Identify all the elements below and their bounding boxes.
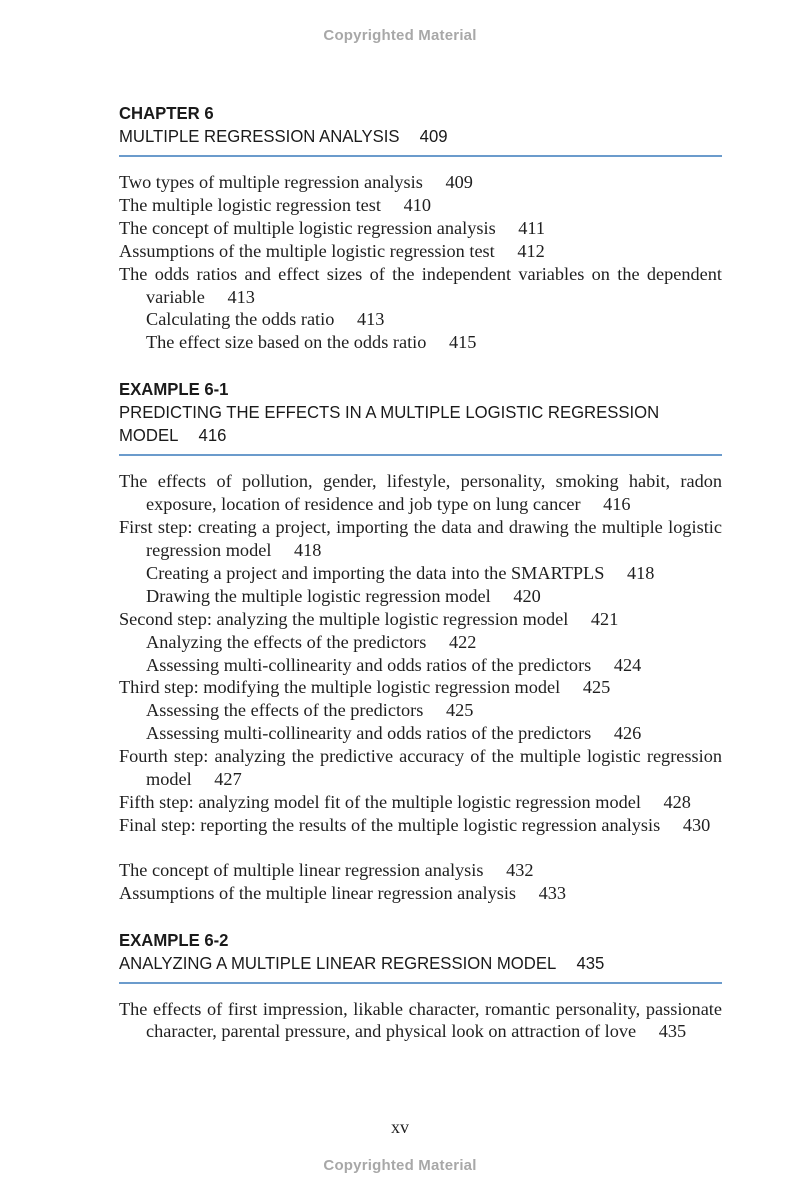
toc-entry-text: The effects of pollution, gender, lifestyle, personality, smoking habit, radon exposure, location of residence and job type on lung cancer: [119, 471, 722, 515]
example-6-2-page: 435: [576, 952, 605, 973]
toc-content: [119, 102, 722, 1043]
toc-entry-text: Creating a project and importing the data into the SMARTPLS: [146, 562, 605, 583]
chapter-label: CHAPTER 6: [119, 103, 214, 123]
toc-subentry: [119, 585, 722, 608]
toc-entry-text: The multiple logistic regression test: [119, 194, 381, 215]
toc-entry: [119, 745, 722, 791]
toc-entry-page: 426: [613, 723, 642, 744]
example-6-1-page: 416: [198, 425, 227, 446]
toc-entry-page: 433: [538, 882, 567, 903]
toc-subentry: [119, 699, 722, 722]
toc-entry-page: 432: [506, 859, 534, 880]
toc-entry: [119, 676, 722, 699]
toc-entry-page: 416: [603, 494, 631, 515]
toc-entry-text: Assumptions of the multiple linear regression analysis: [119, 882, 517, 903]
toc-entry-page: 430: [682, 814, 711, 835]
toc-entry-text: Assessing multi-collinearity and odds ratios of the predictors: [146, 723, 592, 744]
toc-entry-text: The effect size based on the odds ratio: [146, 332, 427, 353]
toc-subentry: [119, 631, 722, 654]
toc-entry: [119, 859, 722, 882]
toc-entry-text: The odds ratios and effect sizes of the independent variables on the dependent variable: [119, 263, 722, 307]
toc-entry-text: First step: creating a project, importing the data and drawing the multiple logistic regression model: [119, 517, 722, 560]
toc-entry: [119, 171, 722, 194]
toc-entry-page: 421: [590, 608, 619, 629]
toc-entry-page: 424: [613, 654, 642, 675]
chapter-page: 409: [419, 126, 448, 146]
toc-entry-text: Final step: reporting the results of the multiple logistic regression analysis: [119, 814, 661, 835]
toc-entry-page: 420: [513, 585, 541, 606]
toc-subentry: [119, 308, 722, 331]
example-6-2-entries: [119, 998, 722, 1044]
toc-entry-page: 413: [356, 309, 385, 330]
toc-entry-page: 412: [517, 240, 545, 261]
chapter-title-text: MULTIPLE REGRESSION ANALYSIS: [119, 126, 400, 146]
toc-entry: [119, 998, 722, 1044]
example-6-2-title: [119, 952, 698, 975]
toc-entry-page: 418: [293, 539, 322, 560]
chapter-entries: [119, 171, 722, 354]
toc-subentry: [119, 722, 722, 745]
toc-entry-page: 425: [582, 677, 611, 698]
example-6-2-rule: [119, 982, 722, 984]
toc-entry: [119, 263, 722, 309]
toc-entry-text: The effects of first impression, likable character, romantic personality, passionate character, parental pressure, and physical look on attraction of love: [119, 998, 722, 1042]
toc-entry: [119, 217, 722, 240]
toc-entry-page: 427: [214, 769, 242, 790]
toc-entry: [119, 791, 722, 814]
toc-entry-text: Calculating the odds ratio: [146, 309, 335, 330]
example-6-1-title-line2: [119, 424, 698, 447]
example-6-1-heading: [119, 378, 722, 447]
toc-entry-page: 415: [448, 332, 477, 353]
toc-entry-page: 428: [663, 791, 691, 812]
watermark-top: Copyrighted Material: [323, 27, 477, 44]
toc-entry-text: Drawing the multiple logistic regression model: [146, 585, 491, 606]
example-6-2-label: EXAMPLE 6-2: [119, 929, 229, 950]
toc-entry-page: 411: [518, 217, 546, 238]
linear-regression-entries: [119, 859, 722, 905]
toc-entry-page: 435: [658, 1021, 687, 1042]
example-6-1-entries: [119, 470, 722, 837]
toc-entry-page: 413: [227, 286, 255, 307]
toc-entry-page: 418: [626, 562, 655, 583]
toc-subentry: [119, 331, 722, 354]
chapter-rule: [119, 155, 722, 157]
toc-entry: [119, 516, 722, 562]
example-6-2-heading: [119, 929, 722, 975]
example-6-1-label: EXAMPLE 6-1: [119, 379, 229, 400]
toc-entry: [119, 608, 722, 631]
toc-entry-page: 425: [445, 700, 474, 721]
example-6-1-title-line1: PREDICTING THE EFFECTS IN A MULTIPLE LOGISTIC REGRESSION: [119, 402, 660, 423]
toc-entry: [119, 814, 722, 837]
toc-entry: [119, 882, 722, 905]
toc-entry: [119, 240, 722, 263]
watermark-bottom: Copyrighted Material: [323, 1157, 477, 1174]
toc-entry-text: The concept of multiple logistic regression analysis: [119, 217, 496, 238]
toc-entry-text: Fourth step: analyzing the predictive accuracy of the multiple logistic regression model: [119, 746, 722, 790]
page-number: xv: [391, 1117, 409, 1137]
toc-entry-text: Assessing the effects of the predictors: [146, 700, 424, 721]
toc-entry-text: Third step: modifying the multiple logistic regression model: [119, 677, 561, 698]
toc-entry-page: 422: [448, 631, 477, 652]
toc-entry-text: Fifth step: analyzing model fit of the multiple logistic regression model: [119, 791, 641, 812]
toc-entry-text: Assessing multi-collinearity and odds ratios of the predictors: [146, 654, 592, 675]
toc-entry: [119, 194, 722, 217]
toc-entry: [119, 470, 722, 516]
chapter-heading: [119, 102, 722, 148]
toc-entry-text: Second step: analyzing the multiple logistic regression model: [119, 608, 569, 629]
toc-entry-page: 410: [403, 194, 431, 215]
toc-entry-text: Two types of multiple regression analysis: [119, 172, 423, 192]
chapter-title: [119, 125, 698, 148]
toc-subentry: [119, 562, 722, 585]
example-6-2-title-text: ANALYZING A MULTIPLE LINEAR REGRESSION MODEL: [119, 952, 557, 973]
example-6-1-title-text: MODEL: [119, 425, 179, 446]
toc-entry-text: Analyzing the effects of the predictors: [146, 631, 427, 652]
example-6-1-rule: [119, 454, 722, 456]
toc-entry-text: The concept of multiple linear regression analysis: [119, 859, 484, 880]
toc-entry-page: 409: [445, 172, 473, 192]
toc-entry-text: Assumptions of the multiple logistic regression test: [119, 240, 495, 261]
toc-subentry: [119, 654, 722, 677]
